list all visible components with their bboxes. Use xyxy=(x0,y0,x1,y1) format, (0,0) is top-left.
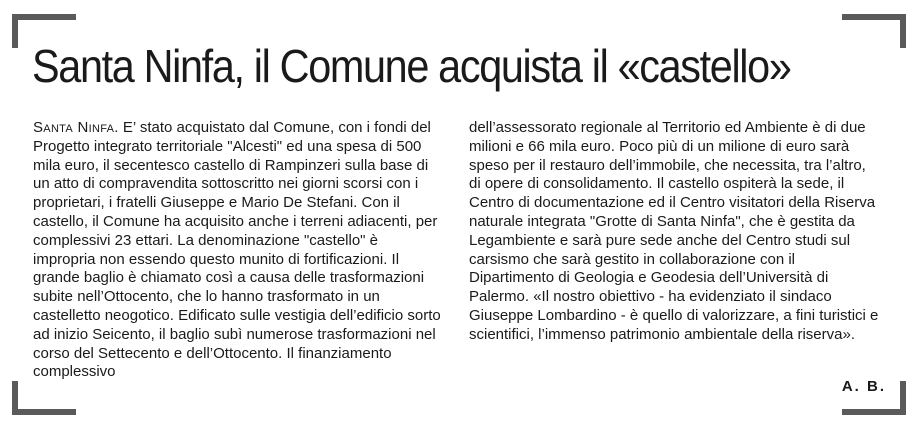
article-headline: Santa Ninfa, il Comune acquista il «castello» xyxy=(32,40,791,92)
article-dateline: Santa Ninfa. xyxy=(33,119,119,136)
article-body-left: E’ stato acquistato dal Comune, con i fondi del Progetto integrato territoriale "Alcesti" ed una spesa di 500 mila euro, il secentesco castello di Rampinzeri sulla base di un atto di compravendita sottoscritto nei giorni scorsi con i proprietari, i fratelli Giuseppe e Mario De Stefani. Con il castello, il Comune ha acquisito anche i terreni adiacenti, per complessivi 23 ettari. La denominazione "castello" è impropria non essendo questo munito di fortificazioni. Il grande baglio è chiamato così a causa delle trasformazioni subite nell’Ottocento, che lo hanno trasformato in un castelletto neogotico. Edificato sulle vestigia dell’edificio sorto ad inizio Seicento, il baglio subì numerose trasformazioni nel corso del Settecento e dell’Ottocento. Il finanziamento complessivo xyxy=(33,119,441,381)
corner-bracket-top-right xyxy=(842,14,906,48)
author-signature: A. B. xyxy=(841,378,886,395)
article-column-left xyxy=(33,119,443,382)
article-body-right: dell’assessorato regionale al Territorio ed Ambiente è di due milioni e 66 mila euro. Poco più di un milione di euro sarà speso per il restauro dell’immobile, che necessita, tra l’altro, di opere di consolidamento. Il castello ospiterà la sede, il Centro di documentazione ed il Centro visitatori della Riserva naturale integrata "Grotte di Santa Ninfa", che è gestita da Legambiente e sarà pure sede anche del Centro studi sul carsismo che sarà gestito in collaborazione con il Dipartimento di Geologia e Geodesia dell’Università di Palermo. «Il nostro obiettivo - ha evidenziato il sindaco Giuseppe Lombardino - è quello di valorizzare, a fini turistici e scientifici, l’immenso patrimonio ambientale della riserva». xyxy=(469,119,879,343)
article-column-right xyxy=(469,119,879,345)
corner-bracket-bottom-left xyxy=(12,381,76,415)
